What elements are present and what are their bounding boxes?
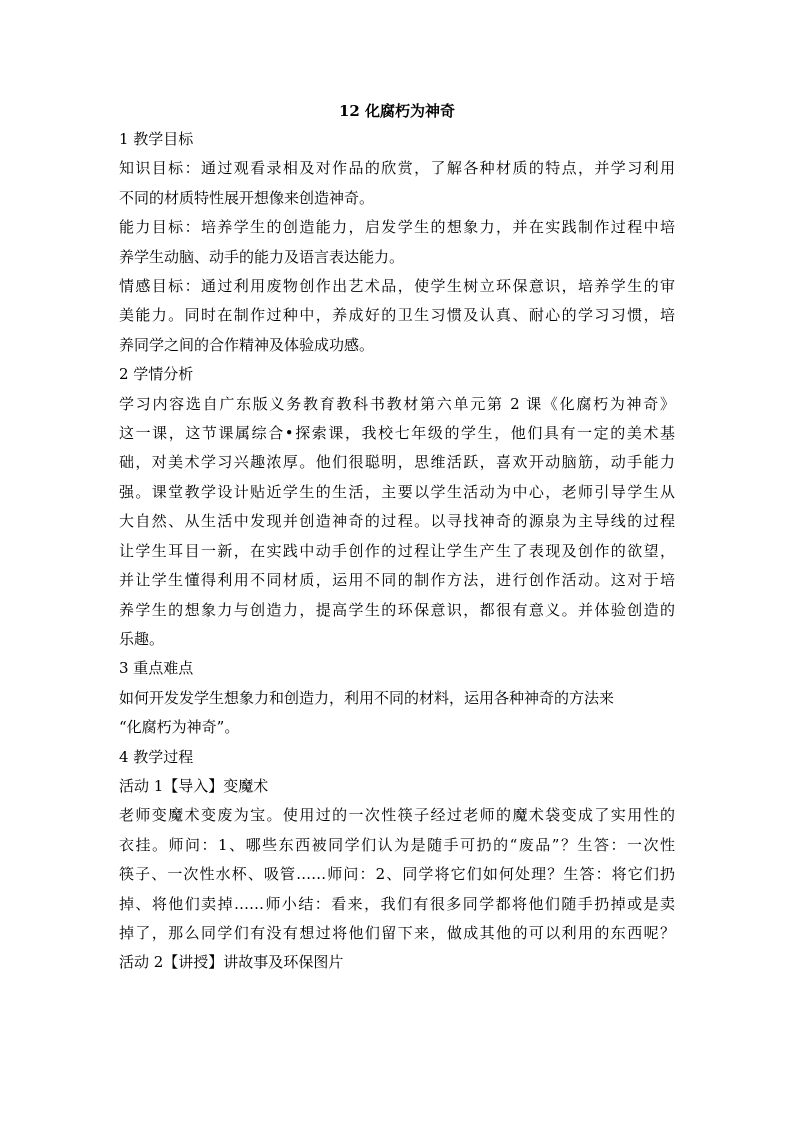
text-line: 础，对美术学习兴趣浓厚。他们很聪明，思维活跃，喜欢开动脑筋，动手能力 — [119, 453, 675, 472]
text-line: 3 重点难点 — [119, 659, 194, 678]
text-line: 活动 1【导入】变魔术 — [119, 776, 269, 795]
text-line: 养同学之间的合作精神及体验成功感。 — [119, 335, 375, 354]
text-line: 情感目标：通过利用废物创作出艺术品，使学生树立环保意识，培养学生的审 — [119, 277, 675, 296]
document-lines — [119, 125, 675, 978]
text-line: 美能力。同时在制作过种中，养成好的卫生习惯及认真、耐心的学习习惯，培 — [119, 306, 675, 325]
text-line: 强。课堂教学设计贴近学生的生活，主要以学生活动为中心，老师引导学生从 — [119, 482, 675, 501]
text-line: 不同的材质特性展开想像来创造神奇。 — [119, 188, 375, 207]
text-line: 活动 2【讲授】讲故事及环保图片 — [119, 953, 344, 972]
text-line: 学习内容选自广东版义务教育教科书教材第六单元第 2 课《化腐朽为神奇》 — [119, 394, 675, 413]
text-line: 养学生动脑、动手的能力及语言表达能力。 — [119, 247, 405, 266]
text-line: 大自然、从生活中发现并创造神奇的过程。以寻找神奇的源泉为主导线的过程 — [119, 512, 675, 531]
text-line: 养学生的想象力与创造力，提高学生的环保意识，都很有意义。并体验创造的 — [119, 600, 675, 619]
text-line: 掉了，那么同学们有没有想过将他们留下来，做成其他的可以利用的东西呢？ — [119, 923, 675, 942]
text-line: 4 教学过程 — [119, 747, 194, 766]
text-line: 乐趣。 — [119, 629, 165, 648]
text-line: 这一课，这节课属综合•探索课，我校七年级的学生，他们具有一定的美术基 — [119, 424, 675, 443]
text-line: 掉、将他们卖掉……师小结：看来，我们有很多同学都将他们随手扔掉或是卖 — [119, 894, 675, 913]
document-body — [119, 97, 675, 978]
text-line: 知识目标：通过观看录相及对作品的欣赏，了解各种材质的特点，并学习利用 — [119, 159, 675, 178]
text-line: 如何开发发学生想象力和创造力，利用不同的材料，运用各种神奇的方法来 — [119, 688, 615, 707]
text-line: 1 教学目标 — [119, 130, 194, 148]
text-line: 老师变魔术变废为宝。使用过的一次性筷子经过老师的魔术袋变成了实用性的 — [119, 806, 675, 825]
text-line: 筷子、一次性水杯、吸管……师问：2、同学将它们如何处理？生答：将它们扔 — [119, 865, 675, 884]
text-line: 并让学生懂得利用不同材质，运用不同的制作方法，进行创作活动。这对于培 — [119, 571, 675, 590]
text-line: 能力目标：培养学生的创造能力，启发学生的想象力，并在实践制作过程中培 — [119, 218, 675, 237]
text-line: “化腐朽为神奇”。 — [119, 718, 240, 737]
text-line: 衣挂。师问：1、哪些东西被同学们认为是随手可扔的“废品”？生答：一次性 — [119, 835, 675, 854]
text-line: 2 学情分析 — [119, 365, 194, 384]
text-line: 让学生耳目一新，在实践中动手创作的过程让学生产生了表现及创作的欲望， — [119, 541, 675, 560]
document-title: 12 化腐朽为神奇 — [338, 102, 456, 120]
